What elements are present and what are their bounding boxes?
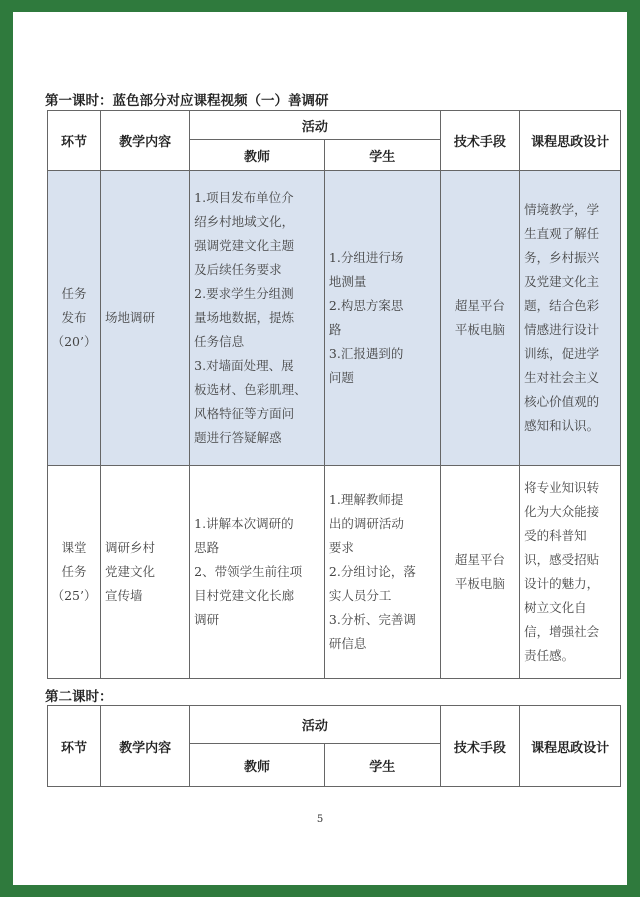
header-ideology: 课程思政设计 xyxy=(520,111,621,171)
row2-stage: 课堂 任务 （25’） xyxy=(48,466,101,679)
row1-stage: 任务 发布 （20’） xyxy=(48,171,101,466)
lesson1-table xyxy=(47,110,621,679)
row1-content: 场地调研 xyxy=(101,171,190,466)
header-teacher: 教师 xyxy=(190,744,325,787)
header-student: 学生 xyxy=(324,140,440,171)
page-number: 5 xyxy=(316,814,324,825)
row2-ideology: 将专业知识转 化为大众能接 受的科普知 识，感受招贴 设计的魅力， 树立文化自 信，增强社会 责任感。 xyxy=(520,466,621,679)
header-stage: 环节 xyxy=(48,706,101,787)
document-page xyxy=(13,12,627,885)
header-activity: 活动 xyxy=(190,111,440,140)
header-stage: 环节 xyxy=(48,111,101,171)
table-row xyxy=(48,171,621,466)
row2-teacher: 1.讲解本次调研的 思路 2、带领学生前往项 目村党建文化长廊 调研 xyxy=(190,466,325,679)
header-content: 教学内容 xyxy=(101,111,190,171)
lesson1-heading: 第一课时：蓝色部分对应课程视频（一）善调研 xyxy=(45,93,329,109)
row1-ideology: 情境教学，学 生直观了解任 务，乡村振兴 及党建文化主 题，结合色彩 情感进行设计 训练，促进学 生对社会主义 核心价值观的 感知和认识。 xyxy=(520,171,621,466)
header-teacher: 教师 xyxy=(190,140,325,171)
header-student: 学生 xyxy=(324,744,440,787)
row2-content: 调研乡村 党建文化 宣传墙 xyxy=(101,466,190,679)
lesson2-heading: 第二课时： xyxy=(45,689,113,705)
header-ideology: 课程思政设计 xyxy=(520,706,621,787)
lesson2-table xyxy=(47,705,621,787)
row1-student: 1.分组进行场 地测量 2.构思方案思 路 3.汇报遇到的 问题 xyxy=(324,171,440,466)
row1-teacher: 1.项目发布单位介 绍乡村地域文化， 强调党建文化主题 及后续任务要求 2.要求学生分组测 量场地数据，提炼 任务信息 3.对墙面处理、展 板选材、色彩肌理、 风格特征等方面问 题进行答疑解惑 xyxy=(190,171,325,466)
row1-tech: 超星平台 平板电脑 xyxy=(440,171,520,466)
row2-student: 1.理解教师提 出的调研活动 要求 2.分组讨论，落 实人员分工 3.分析、完善调 研信息 xyxy=(324,466,440,679)
header-activity: 活动 xyxy=(190,706,440,744)
row2-tech: 超星平台 平板电脑 xyxy=(440,466,520,679)
header-content: 教学内容 xyxy=(101,706,190,787)
header-tech: 技术手段 xyxy=(440,706,520,787)
header-tech: 技术手段 xyxy=(440,111,520,171)
table-row xyxy=(48,466,621,679)
